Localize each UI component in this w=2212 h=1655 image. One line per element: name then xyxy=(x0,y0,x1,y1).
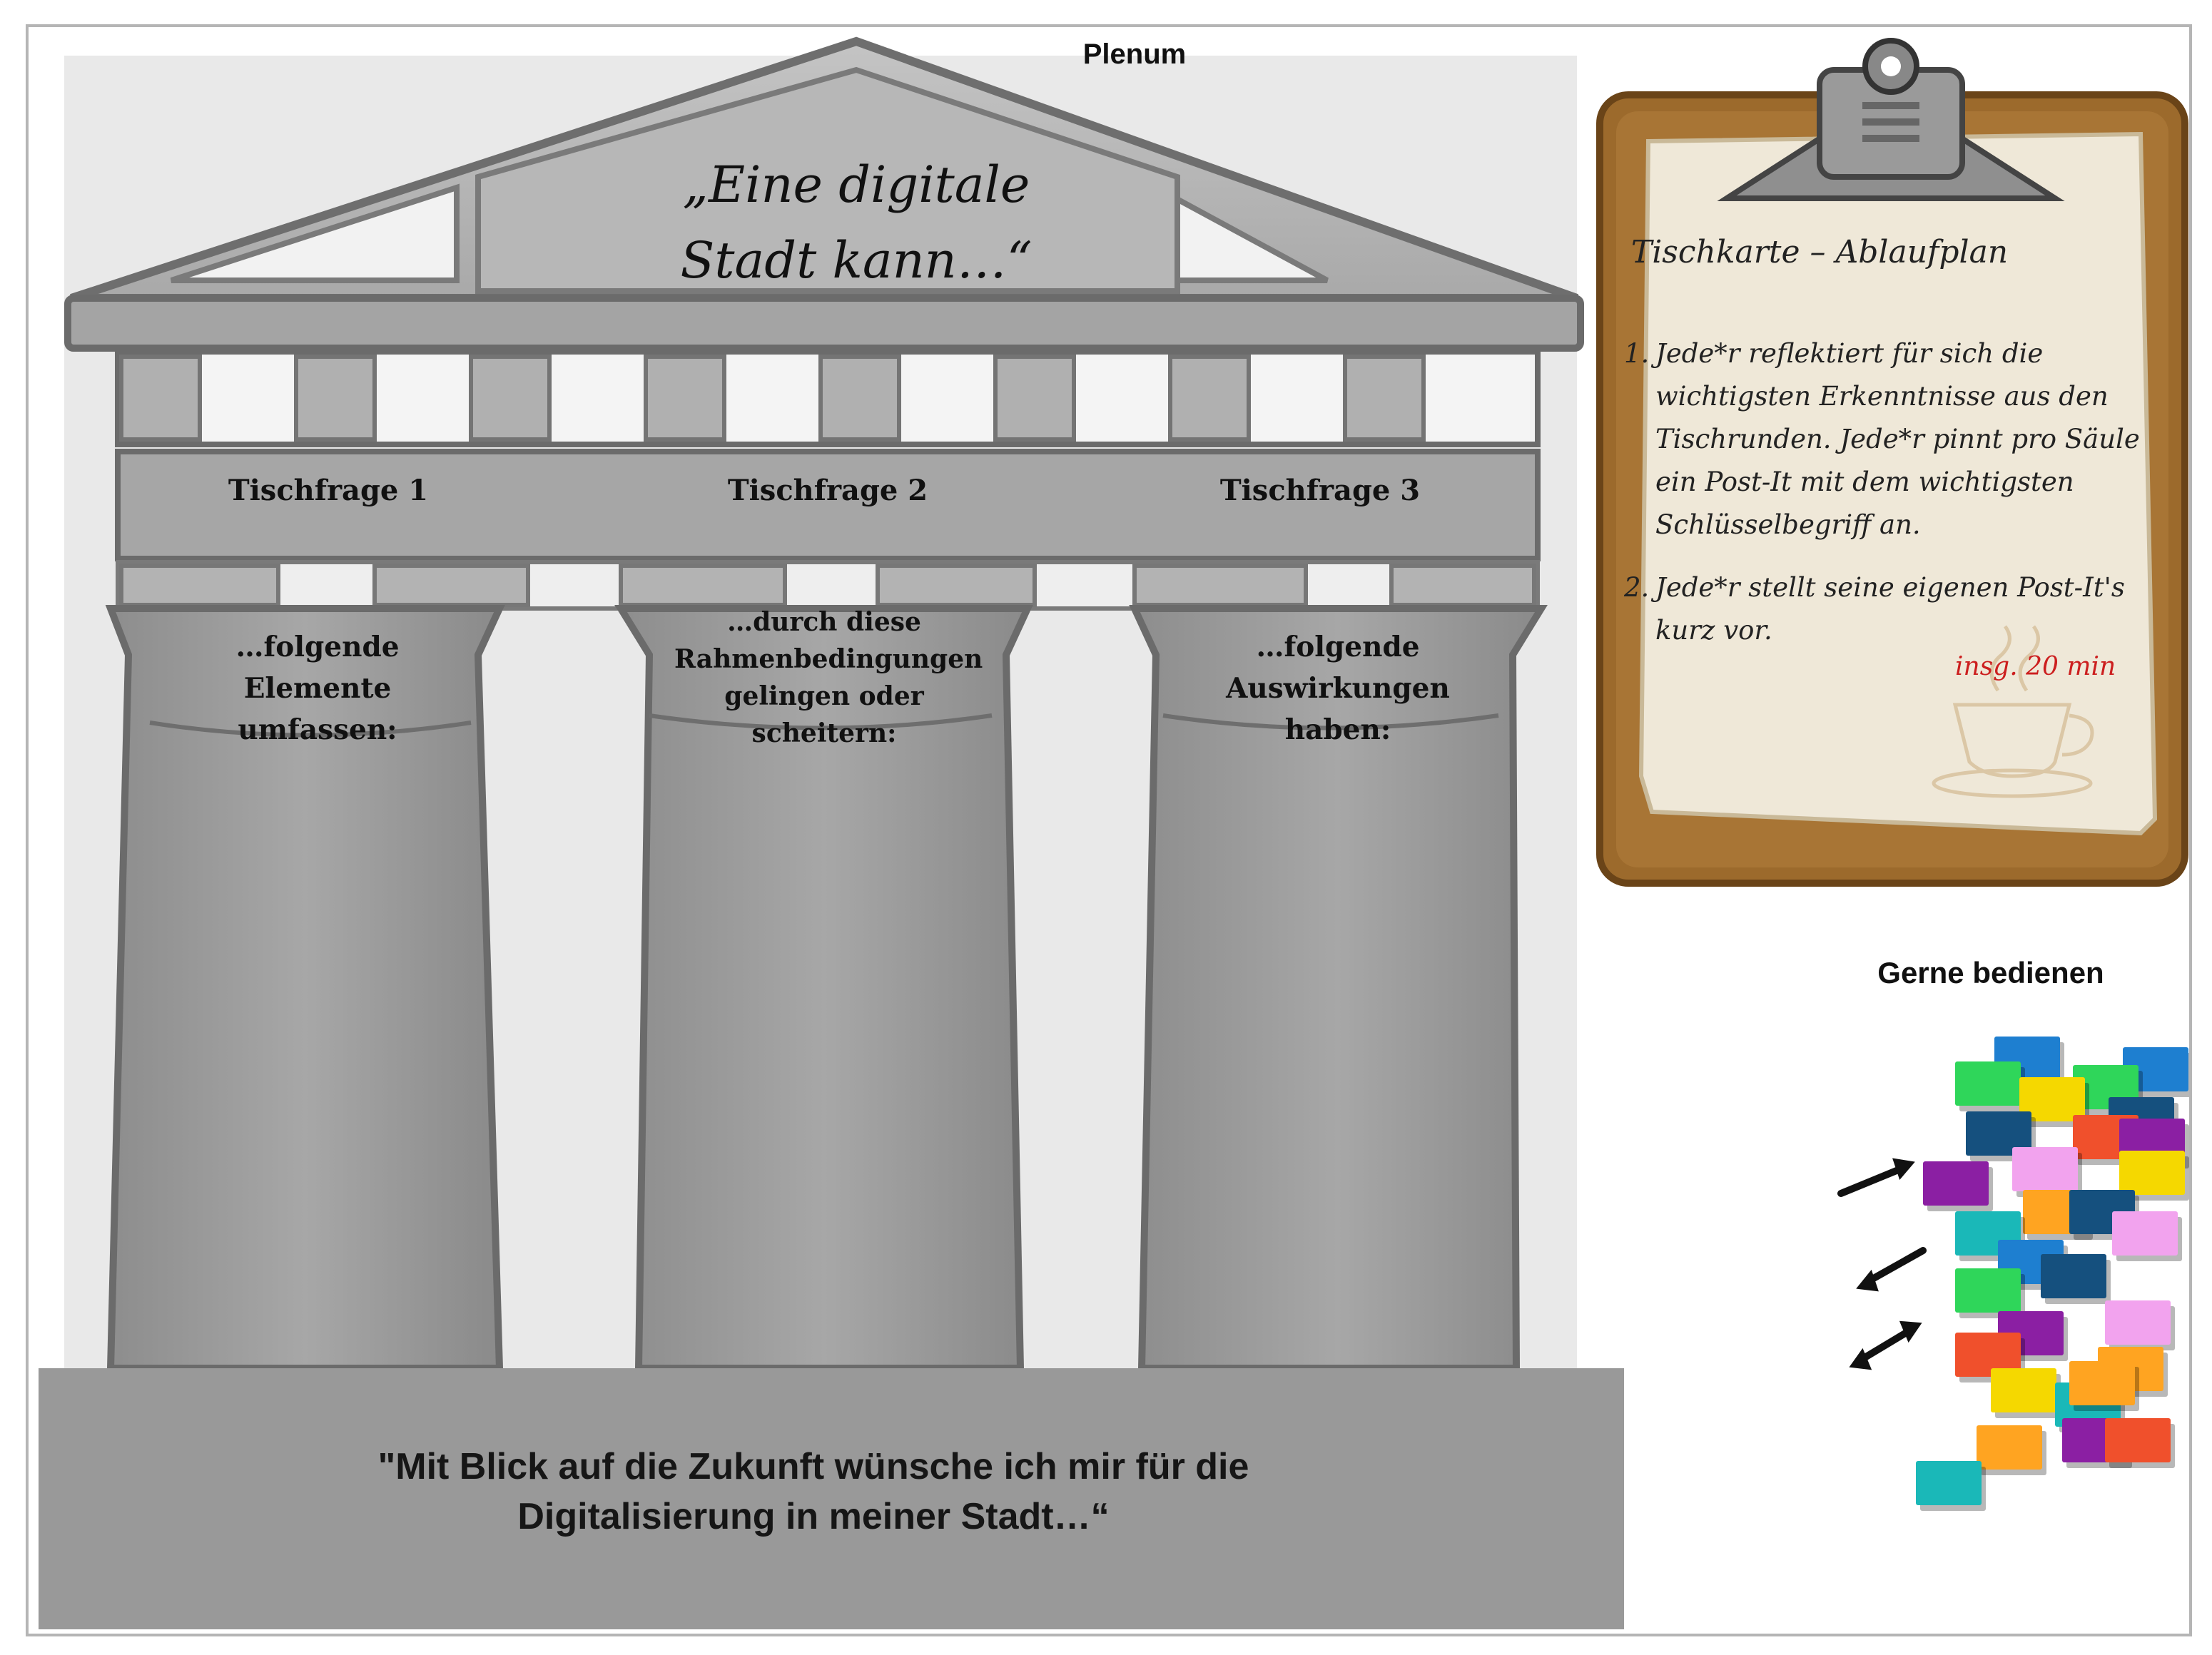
sticky-note[interactable] xyxy=(2012,1147,2078,1191)
sticky-note[interactable] xyxy=(1991,1368,2056,1412)
sticky-note[interactable] xyxy=(2069,1361,2135,1405)
sticky-note[interactable] xyxy=(1916,1461,1982,1505)
step-1-text: Jede*r reflektiert für sich die wichtigsten Erkenntnisse aus den Tischrunden. Jede*r pinnt pro Säule ein Post-It mit dem wichtigsten Schlüsselbegriff an. xyxy=(1655,338,2140,540)
sticky-note-pile[interactable] xyxy=(1955,1026,2183,1632)
sticky-notes-title: Gerne bedienen xyxy=(1877,956,2104,989)
sticky-note[interactable] xyxy=(1923,1161,1989,1206)
sticky-note[interactable] xyxy=(2105,1300,2171,1345)
sticky-note[interactable] xyxy=(2119,1151,2185,1195)
column-3-prompt: …folgende Auswirkungen haben: xyxy=(1226,631,1450,746)
pediment-heading: „Eine digitale Stadt kann…“ xyxy=(680,156,1033,290)
column-1-prompt: …folgende Elemente umfassen: xyxy=(235,631,400,746)
base-wish-text: "Mit Blick auf die Zukunft wünsche ich mir für die Digitalisierung in meiner Stadt…“ xyxy=(377,1446,1249,1537)
clipboard-title: Tischkarte – Ablaufplan xyxy=(1630,234,2009,270)
clipboard-step-2 xyxy=(1624,566,2183,652)
sticky-note[interactable] xyxy=(1977,1425,2042,1470)
temple-architrave xyxy=(68,298,1581,348)
plenum-title: Plenum xyxy=(1082,39,1187,70)
step-2-number: 2. xyxy=(1624,572,1650,603)
column-2-prompt: …durch diese Rahmenbedingungen gelingen oder scheitern: xyxy=(674,607,983,748)
sticky-note[interactable] xyxy=(2105,1418,2171,1462)
clipboard-step-1 xyxy=(1624,332,2183,546)
sticky-note[interactable] xyxy=(1955,1061,2021,1106)
duration-label: insg. 20 min xyxy=(1955,652,2116,681)
step-2-text: Jede*r stellt seine eigenen Post-It's kurz vor. xyxy=(1655,572,2125,646)
sticky-note[interactable] xyxy=(2041,1254,2106,1298)
sticky-note[interactable] xyxy=(2112,1211,2178,1256)
plenum-board xyxy=(26,24,2192,1636)
table-question-1-label: Tischfrage 1 xyxy=(228,474,429,507)
table-question-2-label: Tischfrage 2 xyxy=(727,474,928,507)
step-1-number: 1. xyxy=(1624,338,1650,369)
sticky-note[interactable] xyxy=(1955,1268,2021,1313)
table-question-3-label: Tischfrage 3 xyxy=(1219,474,1421,507)
